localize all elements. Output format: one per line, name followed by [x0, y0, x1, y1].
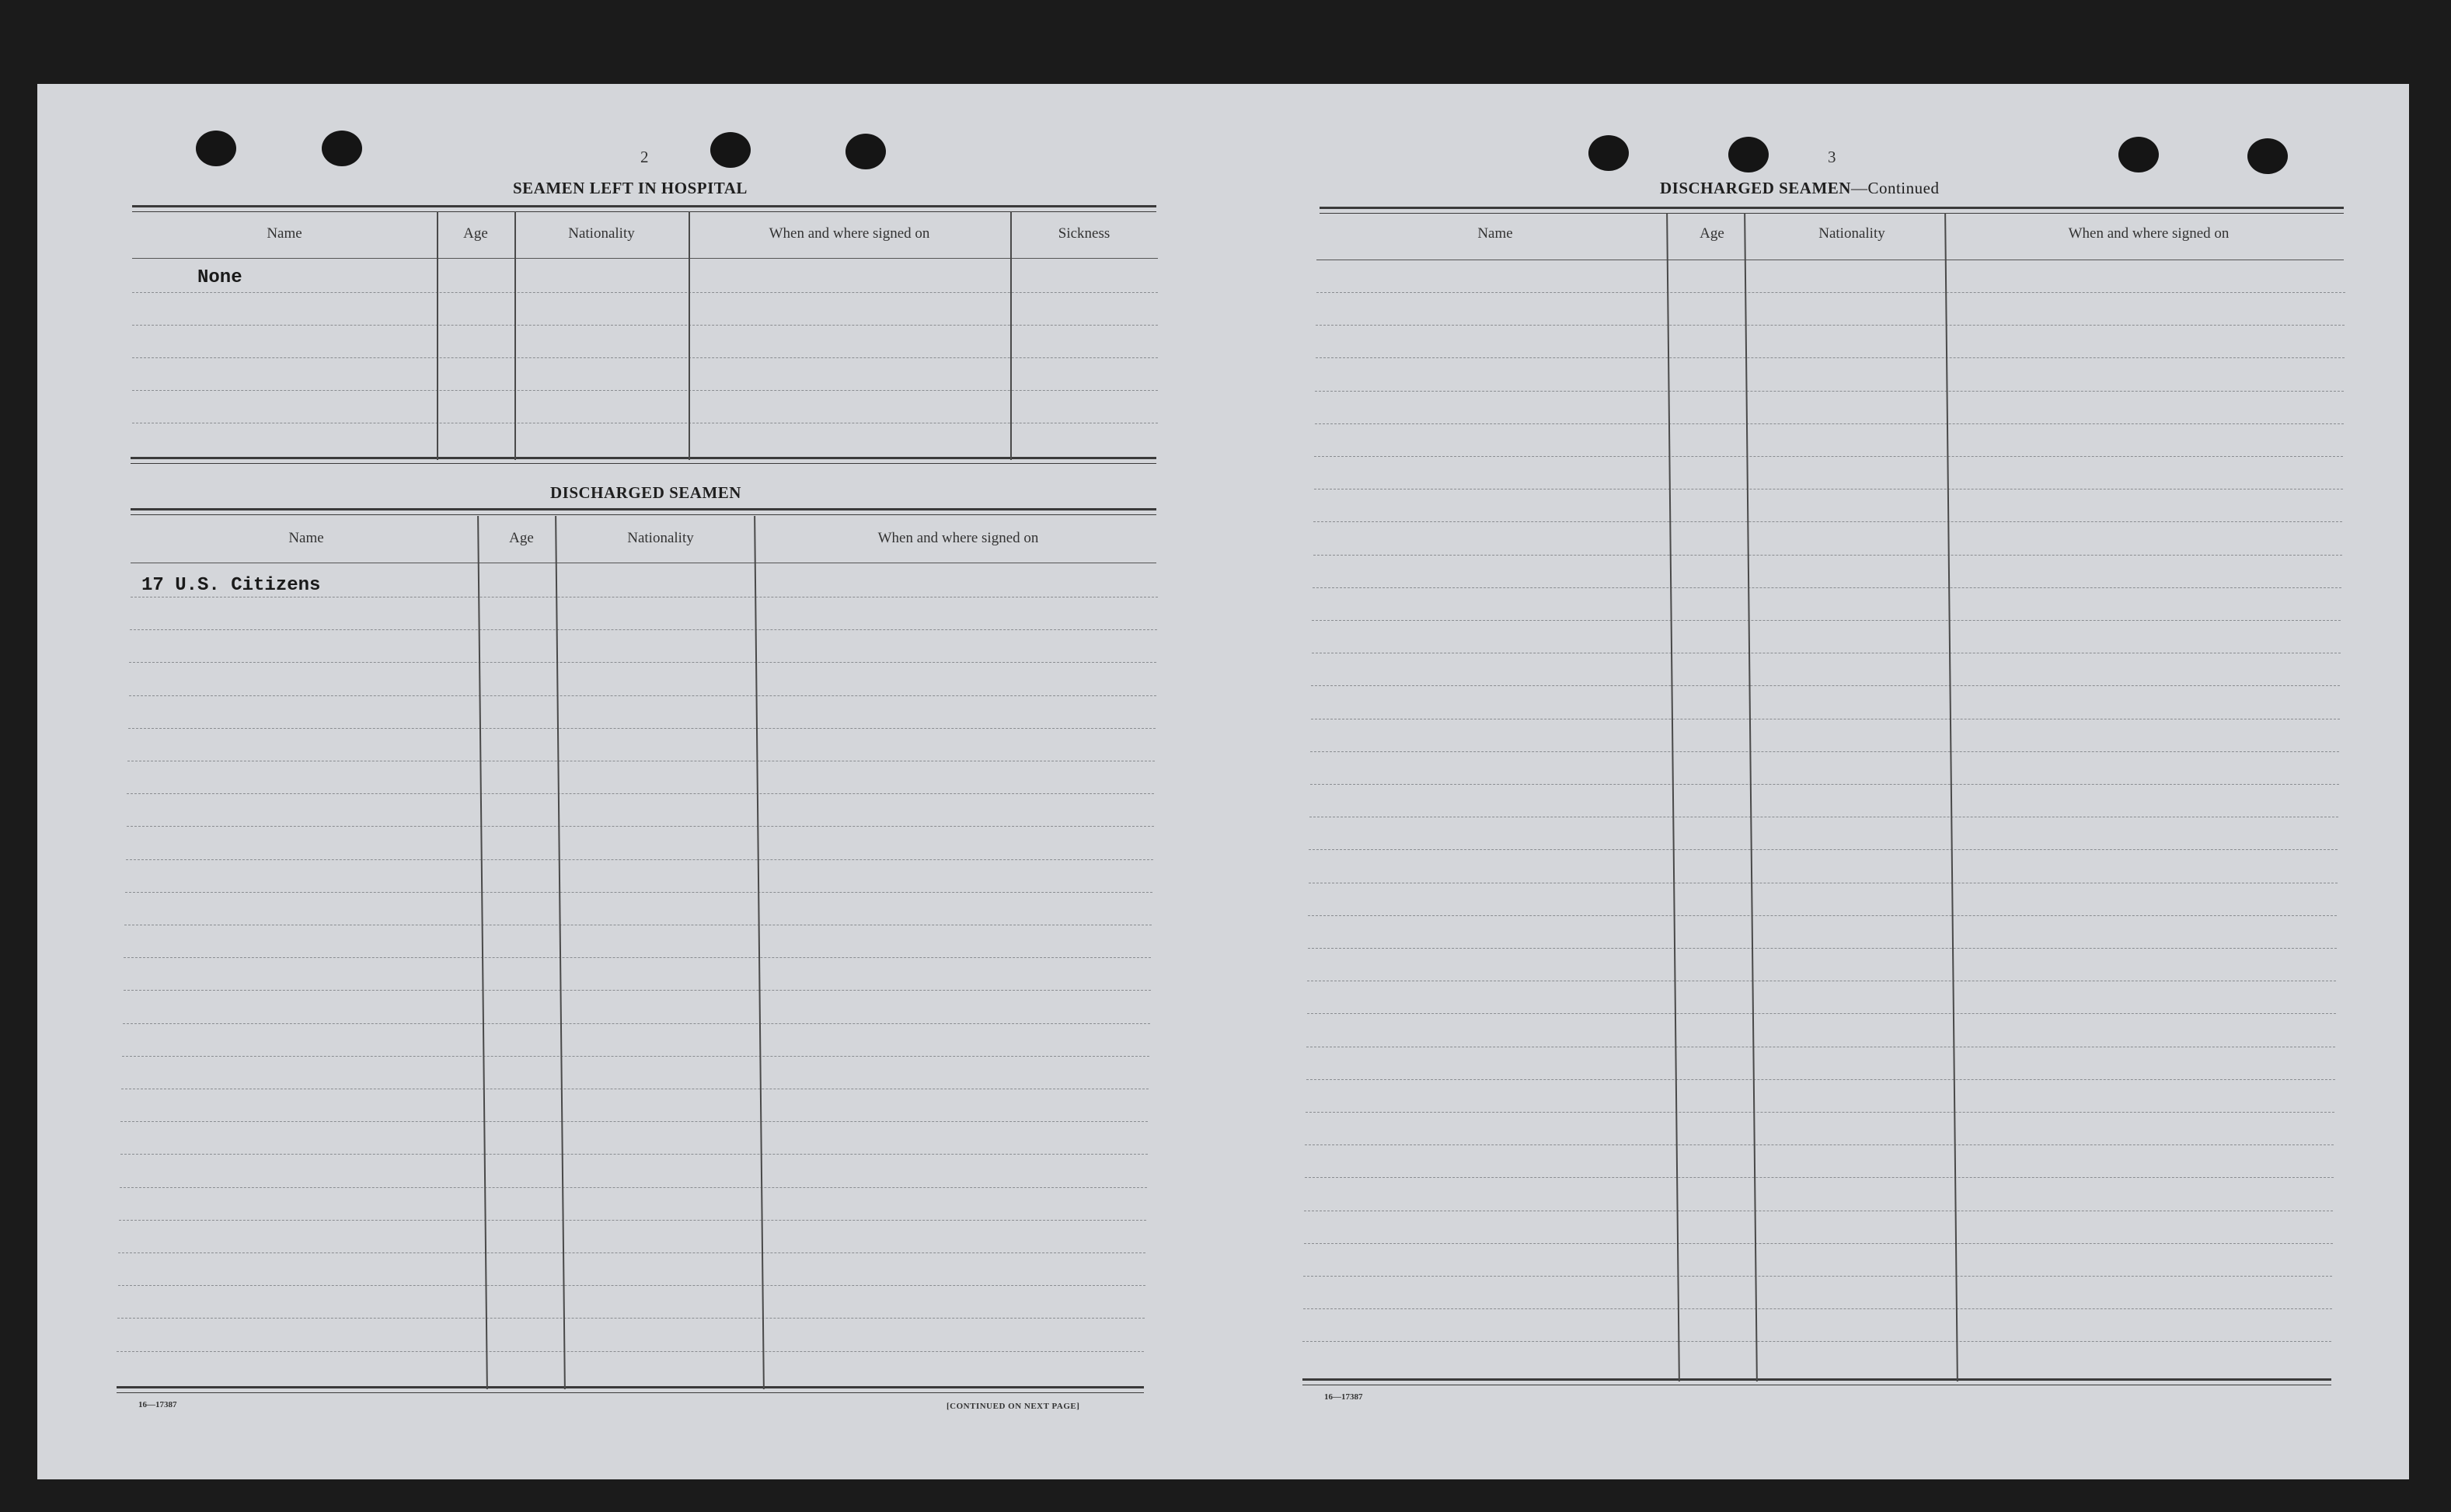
hospital-table-bottom-rule: [131, 457, 1156, 464]
document-sheet: [37, 84, 2409, 1479]
row-rule: [1311, 685, 2340, 686]
discharged-col-age: Age: [509, 530, 534, 546]
row-rule: [119, 1220, 1146, 1221]
hospital-col-signed-on: When and where signed on: [769, 225, 930, 242]
form-number-right: 16—17387: [1324, 1392, 1363, 1402]
row-rule: [1314, 456, 2343, 457]
row-rule: [132, 325, 1158, 326]
row-rule: [1305, 1177, 2334, 1178]
discharged-col-nationality: Nationality: [627, 530, 694, 546]
discharged-row-name: 17 U.S. Citizens: [141, 575, 321, 596]
row-rule: [1303, 1276, 2332, 1277]
row-rule: [127, 826, 1154, 827]
row-rule: [1315, 391, 2344, 392]
right-section-title: [1660, 179, 1939, 198]
row-rule: [1308, 948, 2337, 949]
row-rule: [132, 390, 1158, 391]
right-title-main: DISCHARGED SEAMEN: [1660, 179, 1851, 197]
row-rule: [120, 1121, 1148, 1122]
row-rule: [1304, 1243, 2333, 1244]
column-divider: [1010, 211, 1012, 460]
right-col-nationality: Nationality: [1818, 225, 1885, 242]
right-table-top-rule: [1320, 207, 2344, 214]
right-title-continued: —Continued: [1850, 179, 1940, 197]
discharged-table-top-rule: [131, 508, 1156, 515]
discharged-col-name: Name: [288, 530, 324, 546]
row-rule: [118, 1285, 1145, 1286]
continued-note: [CONTINUED ON NEXT PAGE]: [947, 1402, 1080, 1411]
row-rule: [1309, 849, 2338, 850]
hospital-col-name: Name: [267, 225, 302, 242]
row-rule: [1316, 292, 2345, 293]
row-rule: [117, 1351, 1144, 1352]
row-rule: [124, 957, 1151, 958]
row-rule: [1303, 1308, 2332, 1309]
hospital-row-name: None: [197, 267, 242, 288]
row-rule: [1315, 423, 2344, 424]
row-rule: [126, 859, 1153, 860]
punch-hole: [2247, 138, 2288, 174]
row-rule: [120, 1154, 1148, 1155]
right-col-name: Name: [1477, 225, 1513, 242]
row-rule: [132, 357, 1158, 358]
row-rule: [123, 1023, 1150, 1024]
row-rule: [1307, 1013, 2336, 1014]
hospital-header-rule: [132, 258, 1158, 259]
punch-hole: [196, 131, 236, 166]
punch-hole: [2118, 137, 2159, 172]
row-rule: [1306, 1112, 2334, 1113]
row-rule: [1316, 357, 2345, 358]
row-rule: [1308, 915, 2337, 916]
hospital-col-sickness: Sickness: [1058, 225, 1110, 242]
row-rule: [1312, 620, 2341, 621]
row-rule: [120, 1187, 1147, 1188]
row-rule: [1313, 587, 2341, 588]
column-divider: [689, 211, 690, 460]
hospital-section-title: SEAMEN LEFT IN HOSPITAL: [513, 179, 748, 197]
discharged-section-title: DISCHARGED SEAMEN: [550, 483, 741, 502]
row-rule: [132, 292, 1158, 293]
row-rule: [130, 629, 1157, 630]
row-rule: [1306, 1079, 2335, 1080]
row-rule: [118, 1252, 1145, 1253]
row-rule: [127, 793, 1154, 794]
row-rule: [1302, 1341, 2331, 1342]
row-rule: [128, 728, 1156, 729]
right-table-bottom-rule: [1302, 1378, 2331, 1385]
punch-hole: [1588, 135, 1629, 171]
hospital-col-age: Age: [463, 225, 488, 242]
hospital-col-nationality: Nationality: [568, 225, 635, 242]
row-rule: [129, 695, 1156, 696]
column-divider: [514, 211, 516, 460]
discharged-table-bottom-rule: [117, 1386, 1144, 1393]
column-divider: [437, 211, 438, 460]
row-rule: [117, 1318, 1145, 1319]
row-rule: [1313, 521, 2342, 522]
row-rule: [122, 1056, 1149, 1057]
punch-hole: [710, 132, 751, 168]
punch-hole: [845, 134, 886, 169]
form-number-left: 16—17387: [138, 1400, 177, 1409]
right-col-signed-on: When and where signed on: [2068, 225, 2230, 242]
row-rule: [1313, 555, 2342, 556]
page-number-left: 2: [640, 148, 649, 166]
row-rule: [1305, 1144, 2334, 1145]
punch-hole: [322, 131, 362, 166]
page-number-right: 3: [1828, 148, 1836, 166]
punch-hole: [1728, 137, 1769, 172]
row-rule: [1310, 751, 2339, 752]
discharged-col-signed-on: When and where signed on: [877, 530, 1039, 546]
right-col-age: Age: [1700, 225, 1724, 242]
row-rule: [1310, 784, 2339, 785]
row-rule: [129, 662, 1156, 663]
hospital-table-top-rule: [132, 205, 1156, 212]
row-rule: [124, 990, 1151, 991]
row-rule: [1316, 325, 2345, 326]
row-rule: [125, 892, 1152, 893]
